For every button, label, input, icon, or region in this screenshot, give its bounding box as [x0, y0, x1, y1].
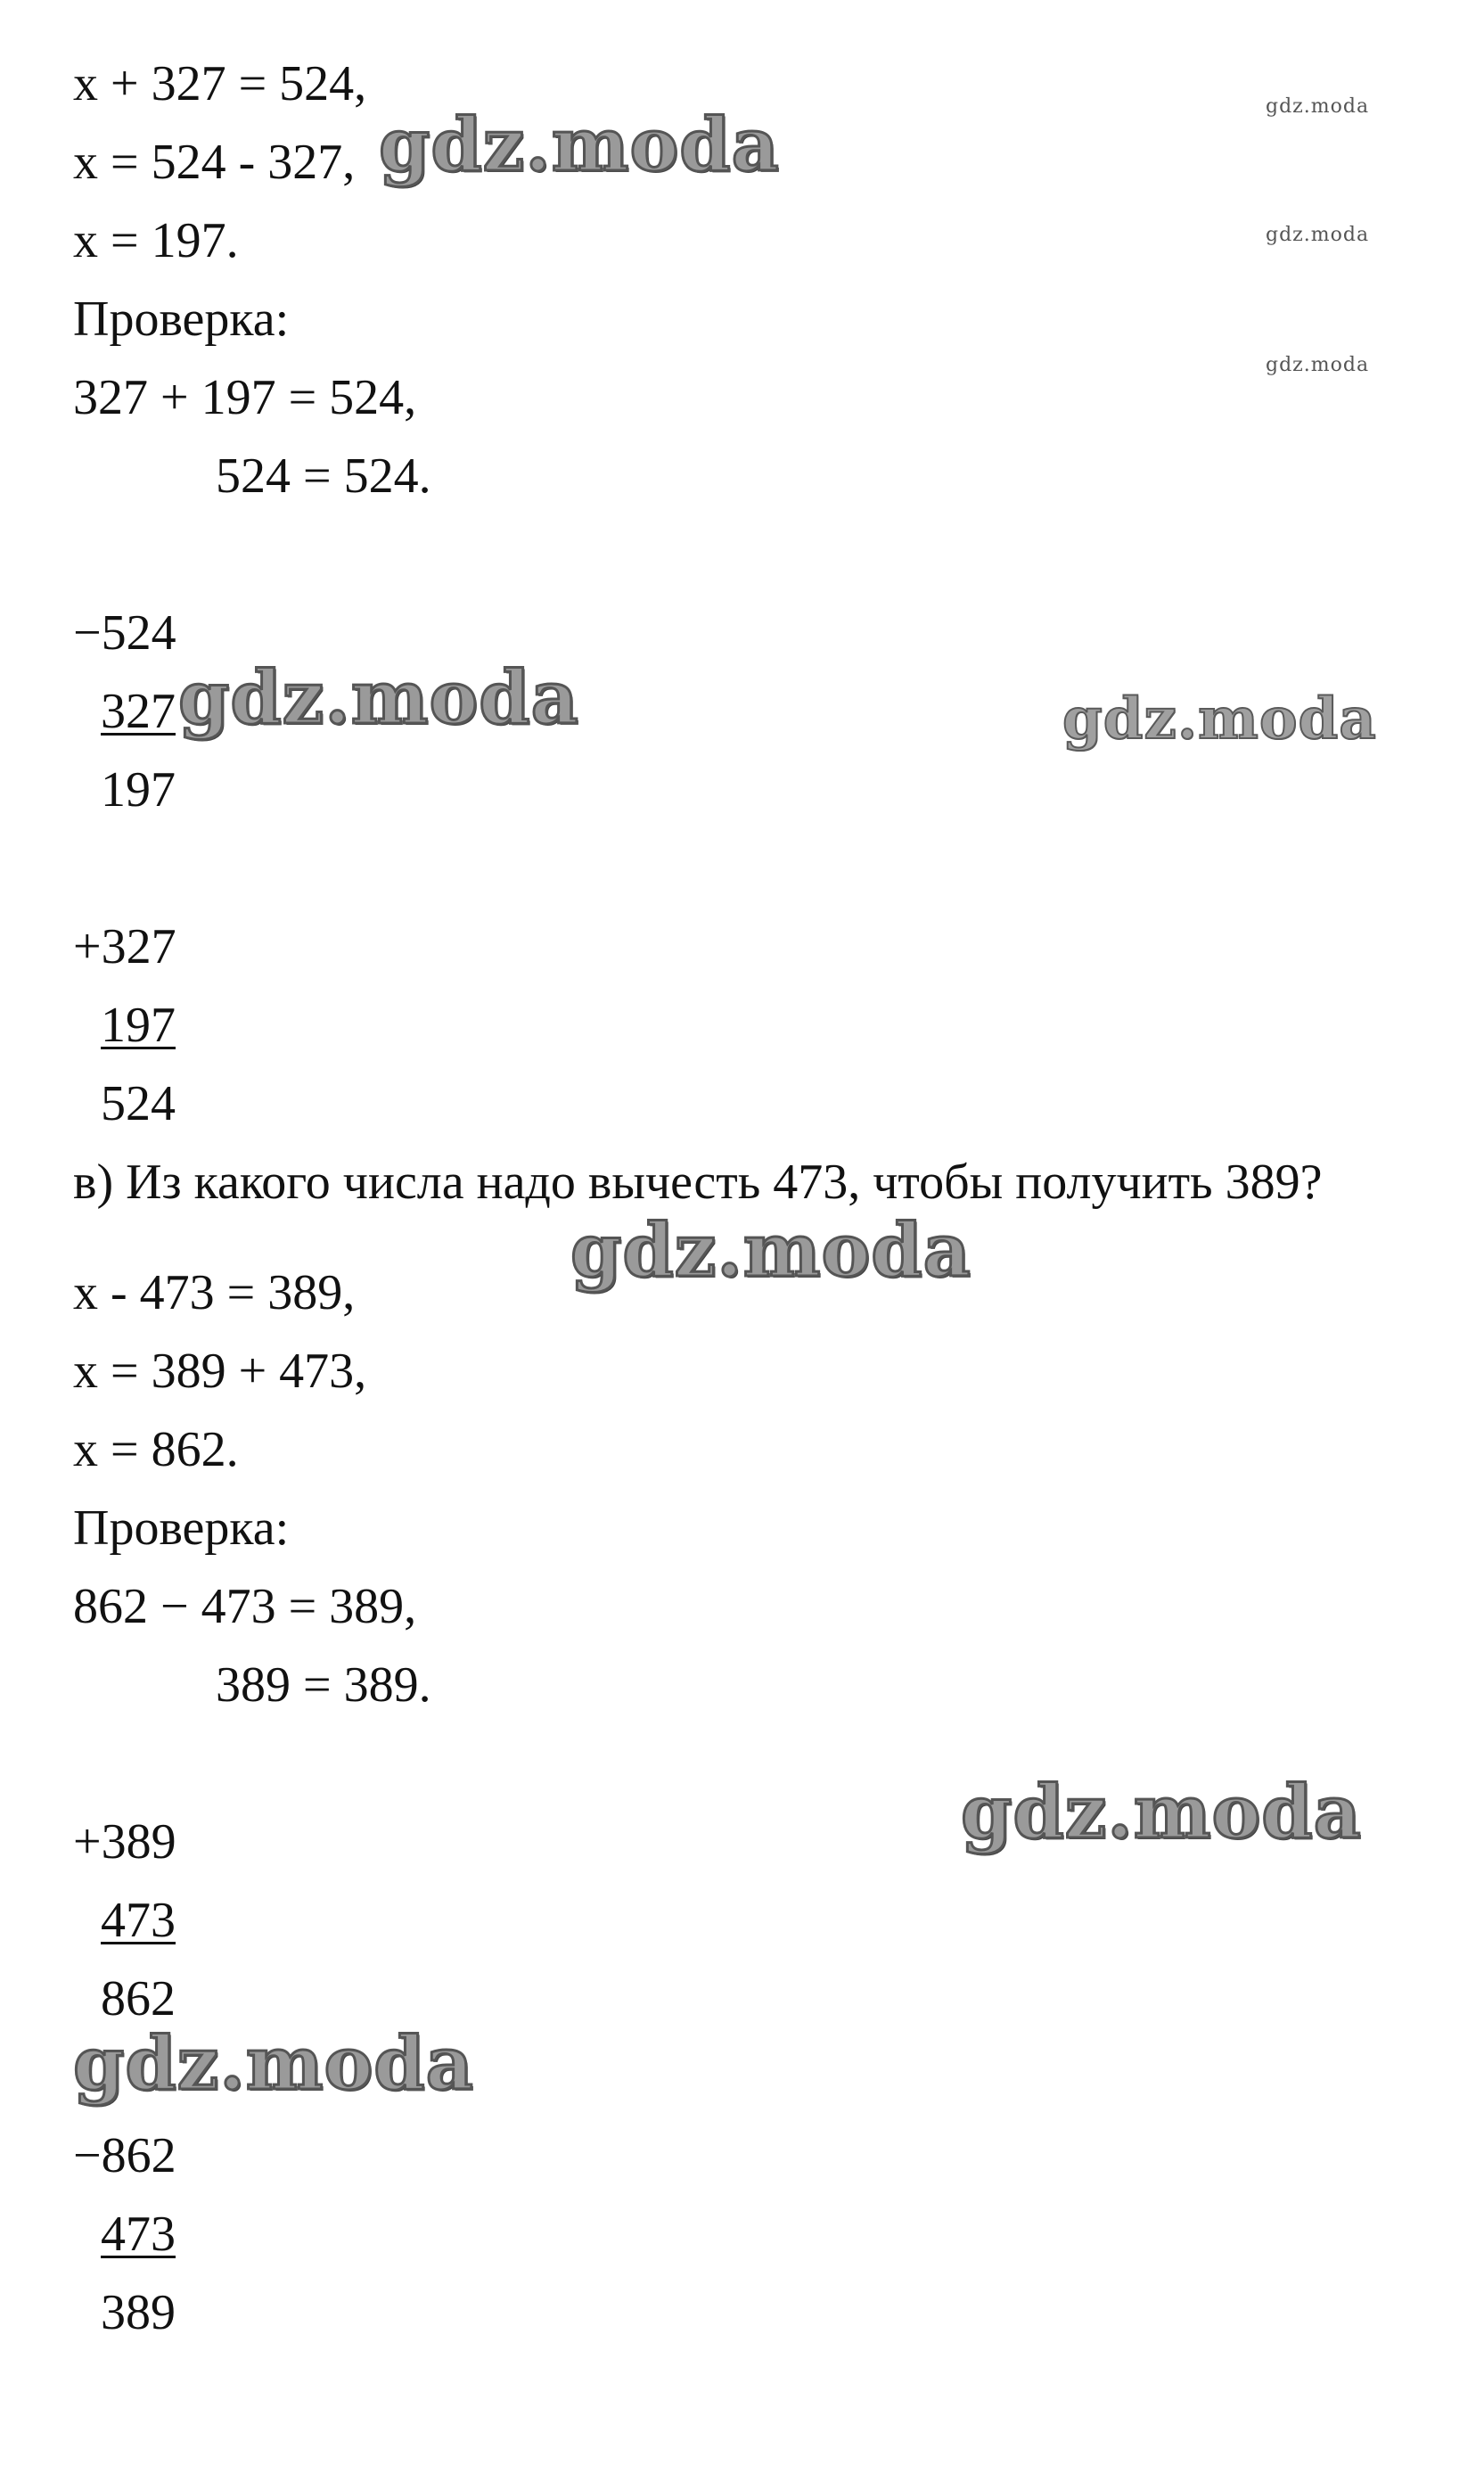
- column-calc-top: +327: [73, 919, 176, 974]
- watermark-logo: gdz.moda: [1266, 354, 1370, 376]
- watermark-logo: gdz.moda: [178, 655, 579, 741]
- check-line: 389 = 389.: [216, 1657, 431, 1713]
- equation-line: x + 327 = 524,: [73, 56, 367, 111]
- watermark-logo: gdz.moda: [1062, 686, 1377, 752]
- watermark-logo: gdz.moda: [379, 103, 780, 188]
- column-calc-result: 862: [101, 1971, 176, 2026]
- column-calc-subtrahend: 473: [101, 2207, 176, 2262]
- column-calc-result: 389: [101, 2285, 176, 2340]
- column-calc-addend: 473: [101, 1893, 176, 1948]
- check-label: Проверка:: [73, 1500, 290, 1556]
- watermark-logo: gdz.moda: [1266, 95, 1370, 118]
- equation-line: x = 197.: [73, 213, 239, 268]
- watermark-logo: gdz.moda: [570, 1208, 972, 1294]
- equation-line: x = 524 - 327,: [73, 135, 356, 190]
- column-calc-addend: 197: [101, 998, 176, 1053]
- column-calc-result: 524: [101, 1076, 176, 1131]
- column-calc-result: 197: [101, 762, 176, 818]
- column-calc-top: −862: [73, 2128, 176, 2183]
- column-calc-top: +389: [73, 1814, 176, 1870]
- equation-line: x - 473 = 389,: [73, 1265, 356, 1320]
- equation-line: x = 389 + 473,: [73, 1344, 367, 1399]
- watermark-logo: gdz.moda: [73, 2021, 474, 2107]
- check-line: 862 − 473 = 389,: [73, 1579, 417, 1634]
- column-calc-top: −524: [73, 605, 176, 661]
- column-calc-subtrahend: 327: [101, 684, 176, 739]
- watermark-logo: gdz.moda: [1266, 224, 1370, 246]
- equation-line: x = 862.: [73, 1422, 239, 1477]
- question-text: в) Из какого числа надо вычесть 473, чтобы получить 389?: [73, 1155, 1323, 1210]
- check-label: Проверка:: [73, 292, 290, 347]
- check-line: 327 + 197 = 524,: [73, 370, 417, 425]
- check-line: 524 = 524.: [216, 448, 431, 504]
- watermark-logo: gdz.moda: [961, 1770, 1362, 1855]
